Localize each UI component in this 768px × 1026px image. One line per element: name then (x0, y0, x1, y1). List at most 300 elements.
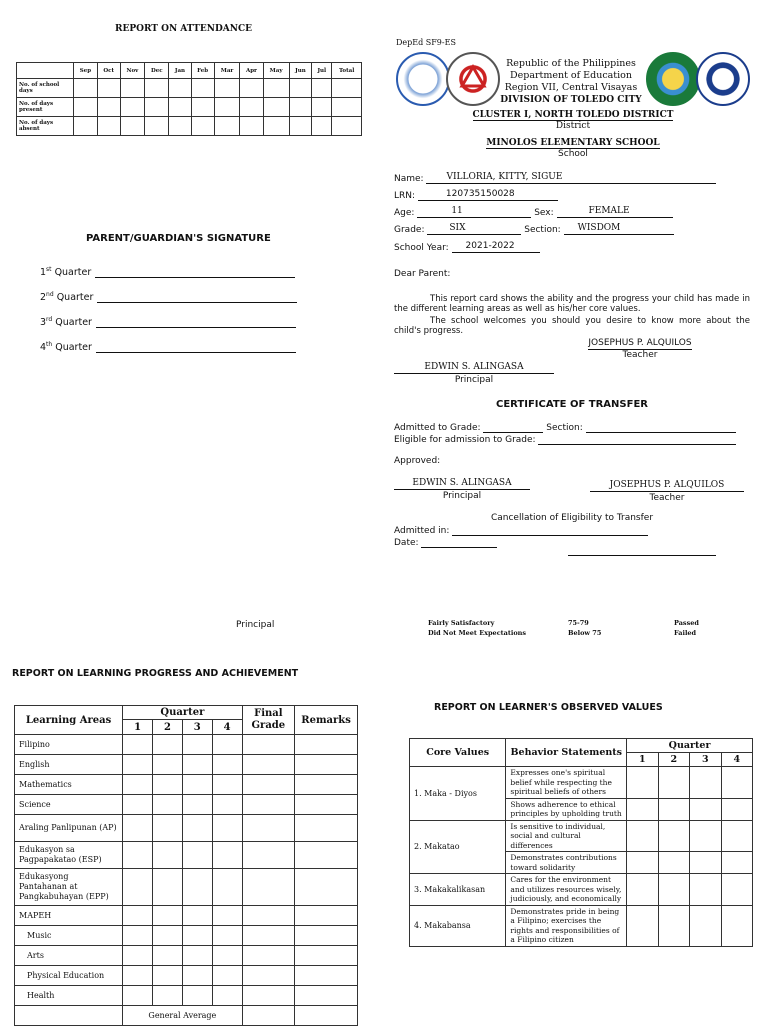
core-value-name: 1. Maka - Diyos (410, 767, 506, 821)
cancellation-title: Cancellation of Eligibility to Transfer (490, 513, 654, 523)
values-quarter-number: 4 (721, 753, 753, 767)
age-row (394, 206, 673, 218)
certificate-principal-label: Principal (442, 491, 482, 501)
attendance-month-header: May (263, 63, 289, 79)
signature-line[interactable] (95, 266, 295, 278)
legend-remark: Passed (674, 619, 699, 627)
behavior-statement: Shows adherence to ethical principles by upholding truth (506, 798, 627, 820)
learning-area-name: Mathematics (15, 775, 123, 795)
values-quarter-number: 1 (627, 753, 658, 767)
school-name: MINOLOS ELEMENTARY SCHOOL (486, 138, 660, 148)
learning-final-header: Final Grade (242, 706, 295, 735)
learning-area-name: Physical Education (15, 966, 123, 986)
grade-cell[interactable] (295, 815, 358, 842)
grade-cell[interactable] (295, 986, 358, 1006)
grade-cell[interactable] (182, 946, 212, 966)
grade-cell[interactable] (242, 735, 295, 755)
values-mark-cell[interactable] (690, 874, 721, 906)
age-value: 11 (451, 206, 471, 218)
values-row (410, 874, 753, 906)
learning-table (14, 705, 358, 1026)
admitted-in-row (394, 524, 648, 536)
grade-cell[interactable] (182, 966, 212, 986)
legend-range: 75-79 (568, 619, 589, 627)
attendance-cell[interactable] (74, 98, 98, 117)
grade-cell[interactable] (153, 755, 183, 775)
signature-quarter-suffix: rd (46, 316, 53, 323)
grade-cell[interactable] (295, 842, 358, 869)
grade-cell[interactable] (153, 869, 183, 906)
admitted-grade-label: Admitted to Grade: (394, 423, 481, 433)
behavior-statement: Cares for the environment and utilizes resources wisely, judiciously, and economically (506, 874, 627, 906)
values-mark-cell[interactable] (690, 798, 721, 820)
learning-quarter-number: 1 (123, 720, 153, 735)
letter-principal-label: Principal (454, 375, 494, 385)
lrn-row (394, 189, 558, 201)
grade-cell[interactable] (242, 815, 295, 842)
republic-text: Republic of the Philippines (506, 58, 636, 69)
values-mark-cell[interactable] (658, 874, 689, 906)
values-mark-cell[interactable] (627, 820, 658, 852)
learning-area-name: Edukasyon sa Pagpapakatao (ESP) (15, 842, 123, 869)
behavior-statement: Demonstrates pride in being a Filipino; exercises the rights and responsibilities of a Filipino citizen (506, 905, 627, 946)
deped-seal-icon (696, 52, 750, 106)
attendance-cell[interactable] (263, 117, 289, 136)
values-quarter-header: Quarter (627, 739, 753, 753)
grade-cell[interactable] (123, 906, 153, 926)
attendance-cell[interactable] (332, 98, 362, 117)
attendance-cell[interactable] (120, 79, 145, 98)
attendance-cell[interactable] (312, 79, 332, 98)
learning-area-name: Edukasyong Pantahanan at Pangkabuhayan (EPP) (15, 869, 123, 906)
attendance-cell[interactable] (312, 98, 332, 117)
attendance-row-label: No. of days present (17, 98, 74, 117)
learning-remarks-header: Remarks (295, 706, 358, 735)
signature-line[interactable] (96, 316, 296, 328)
attendance-month-header: Jul (312, 63, 332, 79)
attendance-table (16, 62, 362, 136)
attendance-cell[interactable] (191, 117, 214, 136)
grade-cell[interactable] (295, 869, 358, 906)
letter-paragraph-1: This report card shows the ability and the progress your child has made in the different learning areas as well as his/her core values. (394, 294, 750, 314)
certificate-principal-block (394, 477, 530, 502)
attendance-cell[interactable] (312, 117, 332, 136)
grade-cell[interactable] (295, 946, 358, 966)
grade-cell[interactable] (212, 946, 242, 966)
attendance-cell[interactable] (289, 117, 312, 136)
grade-cell[interactable] (123, 986, 153, 1006)
certificate-admitted-row (394, 421, 736, 433)
learning-area-name: Arts (15, 946, 123, 966)
attendance-month-header: Apr (240, 63, 263, 79)
learning-area-name: Filipino (15, 735, 123, 755)
grade-cell[interactable] (123, 869, 153, 906)
certificate-teacher-block (590, 479, 744, 504)
attendance-cell[interactable] (120, 98, 145, 117)
grade-cell[interactable] (212, 966, 242, 986)
grade-cell[interactable] (123, 966, 153, 986)
learning-row (15, 842, 358, 869)
grade-cell[interactable] (242, 966, 295, 986)
school-year-value: 2021-2022 (466, 241, 526, 253)
behavior-statement: Is sensitive to individual, social and cultural differences (506, 820, 627, 852)
grade-cell[interactable] (242, 775, 295, 795)
learning-area-header: Learning Areas (15, 706, 123, 735)
grade-cell[interactable] (123, 926, 153, 946)
grade-cell[interactable] (242, 986, 295, 1006)
school-year-row (394, 241, 540, 253)
attendance-month-header: Dec (145, 63, 169, 79)
attendance-row-label: No. of days absent (17, 117, 74, 136)
attendance-month-header: Mar (214, 63, 240, 79)
attendance-cell[interactable] (145, 117, 169, 136)
attendance-cell[interactable] (240, 98, 263, 117)
grade-cell[interactable] (212, 842, 242, 869)
attendance-month-header: Oct (97, 63, 120, 79)
grade-cell[interactable] (123, 775, 153, 795)
legend-remark: Failed (674, 629, 697, 637)
values-mark-cell[interactable] (690, 905, 721, 946)
learning-area-name: Music (15, 926, 123, 946)
attendance-month-header: Total (332, 63, 362, 79)
grade-cell[interactable] (182, 735, 212, 755)
grade-cell[interactable] (182, 986, 212, 1006)
region-text: Region VII, Central Visayas (504, 82, 638, 93)
attendance-cell[interactable] (120, 117, 145, 136)
section-value: WISDOM (578, 223, 628, 235)
grade-cell[interactable] (212, 869, 242, 906)
attendance-row (17, 79, 362, 98)
name-label: Name: (394, 174, 424, 184)
attendance-month-header: Feb (191, 63, 214, 79)
letter-greeting: Dear Parent: (394, 269, 451, 279)
attendance-month-header: Nov (120, 63, 145, 79)
values-mark-cell[interactable] (658, 767, 689, 799)
general-average-cell[interactable] (242, 1006, 295, 1026)
attendance-cell[interactable] (289, 79, 312, 98)
signature-row (40, 291, 297, 303)
grade-cell[interactable] (182, 815, 212, 842)
certificate-section-label: Section: (546, 423, 583, 433)
grade-cell[interactable] (123, 815, 153, 842)
values-mark-cell[interactable] (690, 852, 721, 874)
legend-range: Below 75 (568, 629, 602, 637)
signature-line[interactable] (97, 291, 297, 303)
attendance-cell[interactable] (214, 79, 240, 98)
attendance-cell[interactable] (240, 117, 263, 136)
name-value: VILLORIA, KITTY, SIGUE (446, 172, 566, 184)
grade-cell[interactable] (153, 795, 183, 815)
learning-row (15, 869, 358, 906)
grade-cell[interactable] (153, 966, 183, 986)
grade-cell[interactable] (212, 815, 242, 842)
grade-cell[interactable] (182, 926, 212, 946)
signature-quarter-suffix: st (46, 266, 52, 273)
values-mark-cell[interactable] (627, 905, 658, 946)
values-mark-cell[interactable] (721, 798, 753, 820)
attendance-cell[interactable] (289, 98, 312, 117)
grade-cell[interactable] (242, 795, 295, 815)
attendance-cell[interactable] (145, 98, 169, 117)
grade-cell[interactable] (153, 775, 183, 795)
grade-cell[interactable] (153, 842, 183, 869)
grade-cell[interactable] (123, 842, 153, 869)
grade-cell[interactable] (242, 755, 295, 775)
letter-teacher-block (560, 338, 720, 361)
grade-cell[interactable] (182, 842, 212, 869)
cluster-text: CLUSTER I, NORTH TOLEDO DISTRICT (472, 110, 674, 120)
footer-principal: Principal (236, 620, 275, 630)
grade-cell[interactable] (153, 815, 183, 842)
attendance-cell[interactable] (214, 98, 240, 117)
core-value-name: 2. Makatao (410, 820, 506, 874)
attendance-cell[interactable] (240, 79, 263, 98)
values-mark-cell[interactable] (721, 874, 753, 906)
grade-cell[interactable] (123, 755, 153, 775)
grade-cell[interactable] (182, 795, 212, 815)
attendance-title: REPORT ON ATTENDANCE (115, 24, 252, 34)
behavior-statement: Demonstrates contributions toward solidarity (506, 852, 627, 874)
attendance-cell[interactable] (169, 98, 191, 117)
values-mark-cell[interactable] (721, 820, 753, 852)
grade-cell[interactable] (295, 926, 358, 946)
attendance-row (17, 98, 362, 117)
grade-cell[interactable] (153, 986, 183, 1006)
signature-quarter-suffix: th (46, 341, 53, 348)
core-value-name: 3. Makakalikasan (410, 874, 506, 906)
attendance-cell[interactable] (97, 98, 120, 117)
grade-cell[interactable] (242, 869, 295, 906)
values-mark-cell[interactable] (658, 905, 689, 946)
attendance-cell[interactable] (169, 117, 191, 136)
values-mark-cell[interactable] (690, 820, 721, 852)
grade-value: SIX (449, 223, 477, 235)
school-year-label: School Year: (394, 243, 449, 253)
district-block (440, 110, 706, 131)
attendance-cell[interactable] (332, 79, 362, 98)
values-title: REPORT ON LEARNER'S OBSERVED VALUES (434, 702, 663, 713)
signature-row (40, 316, 296, 328)
attendance-cell[interactable] (263, 79, 289, 98)
learning-quarter-number: 4 (212, 720, 242, 735)
attendance-month-header: Sep (74, 63, 98, 79)
learning-row (15, 906, 358, 926)
division-seal-icon (446, 52, 500, 106)
attendance-cell[interactable] (263, 98, 289, 117)
grade-cell[interactable] (295, 966, 358, 986)
learning-quarter-number: 2 (153, 720, 183, 735)
attendance-cell[interactable] (191, 79, 214, 98)
learning-quarter-number: 3 (182, 720, 212, 735)
letter-principal-name: EDWIN S. ALINGASA (394, 361, 554, 374)
admitted-in-label: Admitted in: (394, 526, 450, 536)
division-text: DIVISION OF TOLEDO CITY (500, 95, 642, 105)
attendance-cell[interactable] (191, 98, 214, 117)
grade-cell[interactable] (295, 906, 358, 926)
signature-quarter-label: Quarter (56, 292, 94, 304)
age-label: Age: (394, 208, 415, 218)
attendance-cell[interactable] (214, 117, 240, 136)
signature-quarter-label: Quarter (55, 317, 92, 329)
grade-cell[interactable] (182, 869, 212, 906)
grade-cell[interactable] (212, 926, 242, 946)
general-average-row (15, 1006, 358, 1026)
certificate-title: CERTIFICATE OF TRANSFER (496, 399, 648, 410)
department-text: Department of Education (510, 70, 632, 81)
grade-cell[interactable] (242, 926, 295, 946)
name-row (394, 172, 716, 184)
learning-area-name: Health (15, 986, 123, 1006)
learning-row (15, 735, 358, 755)
grade-cell[interactable] (242, 906, 295, 926)
grade-cell[interactable] (123, 795, 153, 815)
signature-quarter-label: Quarter (55, 342, 92, 354)
attendance-cell[interactable] (74, 117, 98, 136)
signature-quarter-number: 1 (40, 267, 47, 279)
attendance-cell[interactable] (169, 79, 191, 98)
sex-label: Sex: (534, 208, 554, 218)
learning-title: REPORT ON LEARNING PROGRESS AND ACHIEVEMENT (12, 668, 299, 679)
lrn-label: LRN: (394, 191, 416, 201)
grade-cell[interactable] (182, 775, 212, 795)
grade-cell[interactable] (295, 795, 358, 815)
grade-cell[interactable] (153, 926, 183, 946)
values-mark-cell[interactable] (721, 767, 753, 799)
values-mark-cell[interactable] (721, 852, 753, 874)
values-quarter-number: 3 (690, 753, 721, 767)
grade-cell[interactable] (295, 775, 358, 795)
letter-teacher-label: Teacher (622, 350, 658, 360)
grade-cell[interactable] (242, 842, 295, 869)
grade-cell[interactable] (182, 906, 212, 926)
form-code: DepEd SF9-ES (396, 38, 456, 47)
grade-cell[interactable] (295, 755, 358, 775)
learning-area-name: English (15, 755, 123, 775)
values-mark-cell[interactable] (690, 767, 721, 799)
general-average-remarks[interactable] (295, 1006, 358, 1026)
learning-quarter-header: Quarter (123, 706, 242, 720)
learning-row (15, 926, 358, 946)
signature-quarter-number: 2 (40, 292, 47, 304)
attendance-cell[interactable] (145, 79, 169, 98)
grade-label: Grade: (394, 225, 425, 235)
grade-cell[interactable] (212, 906, 242, 926)
grade-row (394, 223, 674, 235)
learning-row (15, 966, 358, 986)
grade-cell[interactable] (242, 946, 295, 966)
values-mark-cell[interactable] (627, 767, 658, 799)
behavior-statement: Expresses one's spiritual belief while respecting the spiritual beliefs of others (506, 767, 627, 799)
values-mark-cell[interactable] (627, 852, 658, 874)
grade-cell[interactable] (212, 775, 242, 795)
certificate-teacher-label: Teacher (649, 493, 685, 503)
signature-quarter-number: 3 (40, 317, 47, 329)
attendance-corner (17, 63, 74, 79)
values-quarter-number: 2 (658, 753, 689, 767)
signature-quarter-number: 4 (40, 342, 47, 354)
attendance-cell[interactable] (332, 117, 362, 136)
core-value-name: 4. Makabansa (410, 905, 506, 946)
grade-cell[interactable] (212, 735, 242, 755)
learning-area-name: Araling Panlipunan (AP) (15, 815, 123, 842)
attendance-cell[interactable] (74, 79, 98, 98)
legend-descriptor: Fairly Satisfactory (428, 619, 495, 627)
attendance-cell[interactable] (97, 79, 120, 98)
certificate-teacher-name: JOSEPHUS P. ALQUILOS (590, 479, 744, 492)
grade-cell[interactable] (123, 735, 153, 755)
grade-cell[interactable] (212, 795, 242, 815)
school-seal-icon (396, 52, 450, 106)
attendance-month-header: Jun (289, 63, 312, 79)
agency-block (500, 58, 642, 106)
general-average-label: General Average (123, 1006, 242, 1026)
attendance-row (17, 117, 362, 136)
certificate-eligible-row (394, 433, 736, 445)
approved-label: Approved: (394, 456, 441, 466)
date-row (394, 536, 497, 548)
eligible-label: Eligible for admission to Grade: (394, 435, 536, 445)
core-values-header: Core Values (410, 739, 506, 767)
grade-cell[interactable] (153, 906, 183, 926)
grade-cell[interactable] (153, 946, 183, 966)
attendance-cell[interactable] (97, 117, 120, 136)
attendance-row-label: No. of school days (17, 79, 74, 98)
school-block (440, 138, 706, 159)
values-mark-cell[interactable] (721, 905, 753, 946)
values-mark-cell[interactable] (658, 798, 689, 820)
signature-row (40, 266, 295, 278)
signature-row (40, 341, 296, 353)
section-label: Section: (524, 225, 561, 235)
learning-row (15, 755, 358, 775)
learning-row (15, 775, 358, 795)
learning-row (15, 815, 358, 842)
grade-cell[interactable] (123, 946, 153, 966)
values-mark-cell[interactable] (658, 852, 689, 874)
learning-row (15, 795, 358, 815)
certificate-principal-name: EDWIN S. ALINGASA (394, 477, 530, 490)
values-row (410, 820, 753, 852)
signature-title: PARENT/GUARDIAN'S SIGNATURE (86, 233, 271, 244)
signature-quarter-label: Quarter (54, 267, 92, 279)
cancellation-signature-line (568, 555, 716, 556)
grade-cell[interactable] (212, 986, 242, 1006)
signature-quarter-suffix: nd (46, 291, 54, 298)
grade-cell[interactable] (182, 755, 212, 775)
legend-descriptor: Did Not Meet Expectations (428, 629, 527, 637)
letter-principal-block (394, 361, 554, 386)
values-mark-cell[interactable] (658, 820, 689, 852)
school-label: School (558, 149, 588, 159)
date-label: Date: (394, 538, 419, 548)
behavior-header: Behavior Statements (506, 739, 627, 767)
general-average-blank (15, 1006, 123, 1026)
grade-cell[interactable] (153, 735, 183, 755)
district-label: District (555, 121, 591, 131)
values-mark-cell[interactable] (627, 798, 658, 820)
signature-line[interactable] (96, 341, 296, 353)
letter-paragraph-2: The school welcomes you should you desire to know more about the child's progress. (394, 316, 750, 336)
grade-cell[interactable] (212, 755, 242, 775)
letter-teacher-name: JOSEPHUS P. ALQUILOS (588, 338, 692, 348)
values-mark-cell[interactable] (627, 874, 658, 906)
sex-value: FEMALE (588, 206, 630, 216)
learning-row (15, 986, 358, 1006)
learning-area-name: MAPEH (15, 906, 123, 926)
learning-row (15, 946, 358, 966)
grade-cell[interactable] (295, 735, 358, 755)
region-seal-icon (646, 52, 700, 106)
